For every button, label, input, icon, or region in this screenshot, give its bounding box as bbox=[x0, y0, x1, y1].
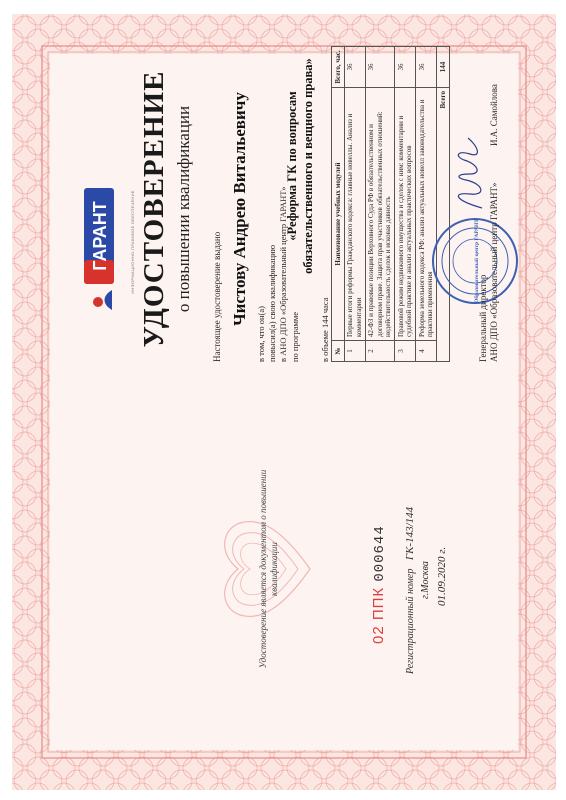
total-label: Всего bbox=[437, 88, 450, 362]
validity-note: Удостоверение является документом о повышении квалификации bbox=[258, 469, 279, 669]
logo-text: ГАРАНТ bbox=[90, 201, 110, 271]
header-number: № bbox=[332, 341, 345, 362]
statement-line-4: по программе bbox=[290, 311, 300, 362]
table-header-row bbox=[332, 47, 345, 362]
row-hours: 36 bbox=[344, 47, 365, 88]
logo-subtext: ИНФОРМАЦИОННО-ПРАВОВОЕ ОБЕСПЕЧЕНИЕ bbox=[130, 190, 135, 294]
row-hours: 36 bbox=[365, 47, 395, 88]
row-module: Правовой режим недвижимого имущества и сделок с ним: комментарии и судебной практике и анализ актуальных практических вопросов bbox=[395, 88, 416, 341]
seal-text: Образовательный центр ГАРАНТ bbox=[474, 219, 480, 303]
table-row bbox=[365, 47, 395, 362]
certificate-subtitle: о повышении квалификации bbox=[174, 105, 193, 313]
issue-date: 01.09.2020 г. bbox=[436, 546, 448, 606]
row-module: 42-ФЗ и правовые позиции Верховного Суда РФ в обязательственном и договорном праве. Защита прав участников обязательственных отношений: недействительность сделок и исковая давность bbox=[365, 88, 395, 341]
program-name: «Реформа ГК по вопросам обязательственного и вещного права» bbox=[285, 58, 315, 274]
registration-number: ГК-143/144 bbox=[404, 506, 416, 561]
row-number: 2 bbox=[365, 341, 395, 362]
director-name: И.А. Самойлова bbox=[489, 84, 499, 146]
modules-table bbox=[331, 46, 450, 362]
recipient-name: Чистову Андрею Витальевичу bbox=[230, 92, 249, 326]
statement-line-3: в АНО ДПО «Образовательный центр ГАРАНТ» bbox=[278, 186, 288, 362]
row-number: 3 bbox=[395, 341, 416, 362]
serial-number bbox=[370, 525, 388, 644]
official-seal-icon bbox=[430, 216, 520, 306]
row-number: 4 bbox=[416, 341, 437, 362]
serial-prefix: 02 ППК bbox=[370, 586, 387, 644]
serial-digits: 000644 bbox=[372, 525, 388, 582]
row-number: 1 bbox=[344, 341, 365, 362]
registration-label: Регистрационный номер bbox=[405, 568, 416, 674]
registration-line bbox=[404, 507, 416, 674]
statement-line-1: в том, что он(а) bbox=[256, 306, 266, 362]
director-title: Генеральный директор bbox=[478, 274, 488, 362]
row-module: Первые итоги реформы Гражданского кодекса: главные новеллы. Анализ и комментарии bbox=[344, 88, 365, 341]
row-hours: 36 bbox=[395, 47, 416, 88]
issued-to-label: Настоящее удостоверение выдано bbox=[212, 231, 222, 362]
program-hours: в объеме 144 часа bbox=[320, 297, 330, 362]
row-module: Реформа земельного кодекса РФ: анализ актуальных новелл законодательства и практики применения bbox=[416, 88, 437, 341]
statement-line-2: повысил(а) свою квалификацию bbox=[267, 244, 277, 362]
table-row bbox=[395, 47, 416, 362]
director-organization: АНО ДПО «Образовательный центр ГАРАНТ» bbox=[489, 182, 499, 362]
table-row bbox=[344, 47, 365, 362]
certificate-title: УДОСТОВЕРЕНИЕ bbox=[138, 70, 170, 348]
header-module: Наименование учебных модулей bbox=[332, 88, 345, 341]
issue-city: г.Москва bbox=[420, 561, 431, 599]
table-row bbox=[416, 47, 437, 362]
total-hours: 144 bbox=[437, 47, 450, 88]
director-block bbox=[478, 84, 500, 362]
header-hours: Всего, час. bbox=[332, 47, 345, 88]
garant-logo-icon bbox=[78, 184, 124, 314]
row-hours: 36 bbox=[416, 47, 437, 88]
certificate-content bbox=[50, 38, 518, 734]
